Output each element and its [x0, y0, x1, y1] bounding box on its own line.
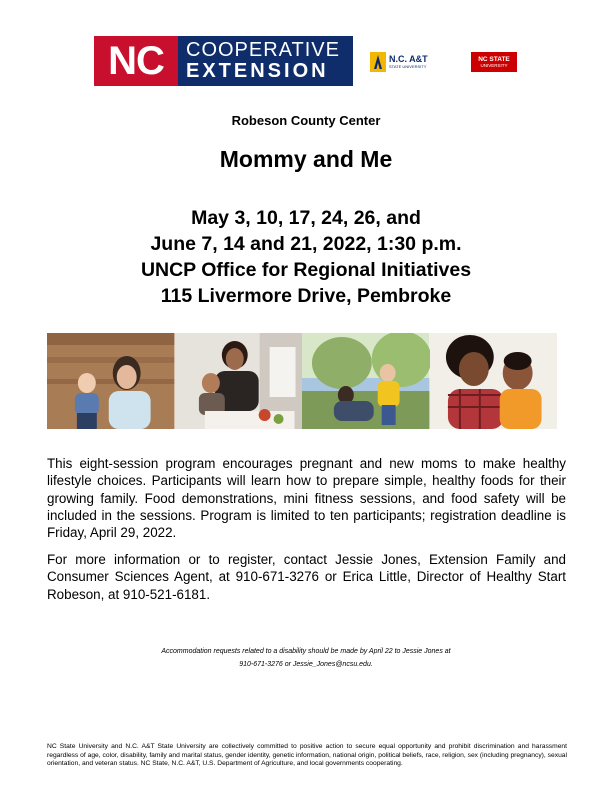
event-address-line: 115 Livermore Drive, Pembroke	[160, 285, 452, 307]
event-venue-line: UNCP Office for Regional Initiatives	[140, 259, 472, 281]
program-description: This eight-session program encourages pregnant and new moms to make healthy lifestyle choices. Participants will learn how to prepare simple, healthy foods for their growing family. Food demonstrations, mini fitness sessions, and food safety will be included in the sessions. Program is limited to ten participants; registration deadline is Friday, April 29, 2022.	[47, 456, 566, 541]
ncat-logo-name: N.C. A&T	[389, 54, 428, 64]
nc-logo-line1: COOPERATIVE	[186, 39, 340, 61]
photo-strip	[47, 333, 557, 429]
nc-logo-mark: NC	[94, 36, 178, 86]
photo-mother-child-outdoors	[302, 333, 430, 429]
ncat-logo	[370, 51, 440, 73]
equal-opportunity-statement: NC State University and N.C. A&T State University are collectively committed to positive action to secure equal opportunity and prohibit discrimination and harassment regardless of age, color, disability, family and marital status, gender identity, genetic information, national origin, political beliefs, race, religion, sex (including pregnancy), sexual orientation, and veteran status. NC State, N.C. A&T, U.S. Department of Agriculture, and local governments cooperating.	[47, 743, 567, 767]
event-dates-time-line: June 7, 14 and 21, 2022, 1:30 p.m.	[150, 233, 462, 255]
accommodation-line2: 910-671-3276 or Jessie_Jones@ncsu.edu.	[239, 661, 373, 668]
nc-logo-line2: EXTENSION	[186, 60, 329, 82]
nc-cooperative-extension-logo	[94, 36, 353, 86]
accommodation-line1: Accommodation requests related to a disability should be made by April 22 to Jessie Jones at	[161, 648, 451, 655]
photo-mother-baby-kitchen	[175, 333, 303, 429]
ncsu-logo	[471, 52, 517, 72]
aggie-a-icon	[370, 52, 386, 72]
ncsu-logo-name: NC STATE	[478, 55, 510, 63]
contact-information: For more information or to register, contact Jessie Jones, Extension Family and Consumer Sciences Agent, at 910-671-3276 or Erica Little, Director of Healthy Start Robeson, at 910-521-6181.	[47, 552, 566, 602]
accommodation-notice	[0, 645, 612, 671]
photo-mother-toddler-wall	[47, 333, 175, 429]
event-details	[0, 205, 612, 309]
county-center-heading: Robeson County Center	[231, 113, 381, 128]
page-title: Mommy and Me	[219, 146, 393, 172]
photo-mother-son-smiling	[430, 333, 558, 429]
nc-logo-wordmark	[178, 36, 353, 86]
ncsu-logo-sub: UNIVERSITY	[480, 62, 508, 68]
ncat-logo-sub: STATE UNIVERSITY	[389, 64, 427, 69]
event-dates-line: May 3, 10, 17, 24, 26, and	[191, 207, 421, 229]
